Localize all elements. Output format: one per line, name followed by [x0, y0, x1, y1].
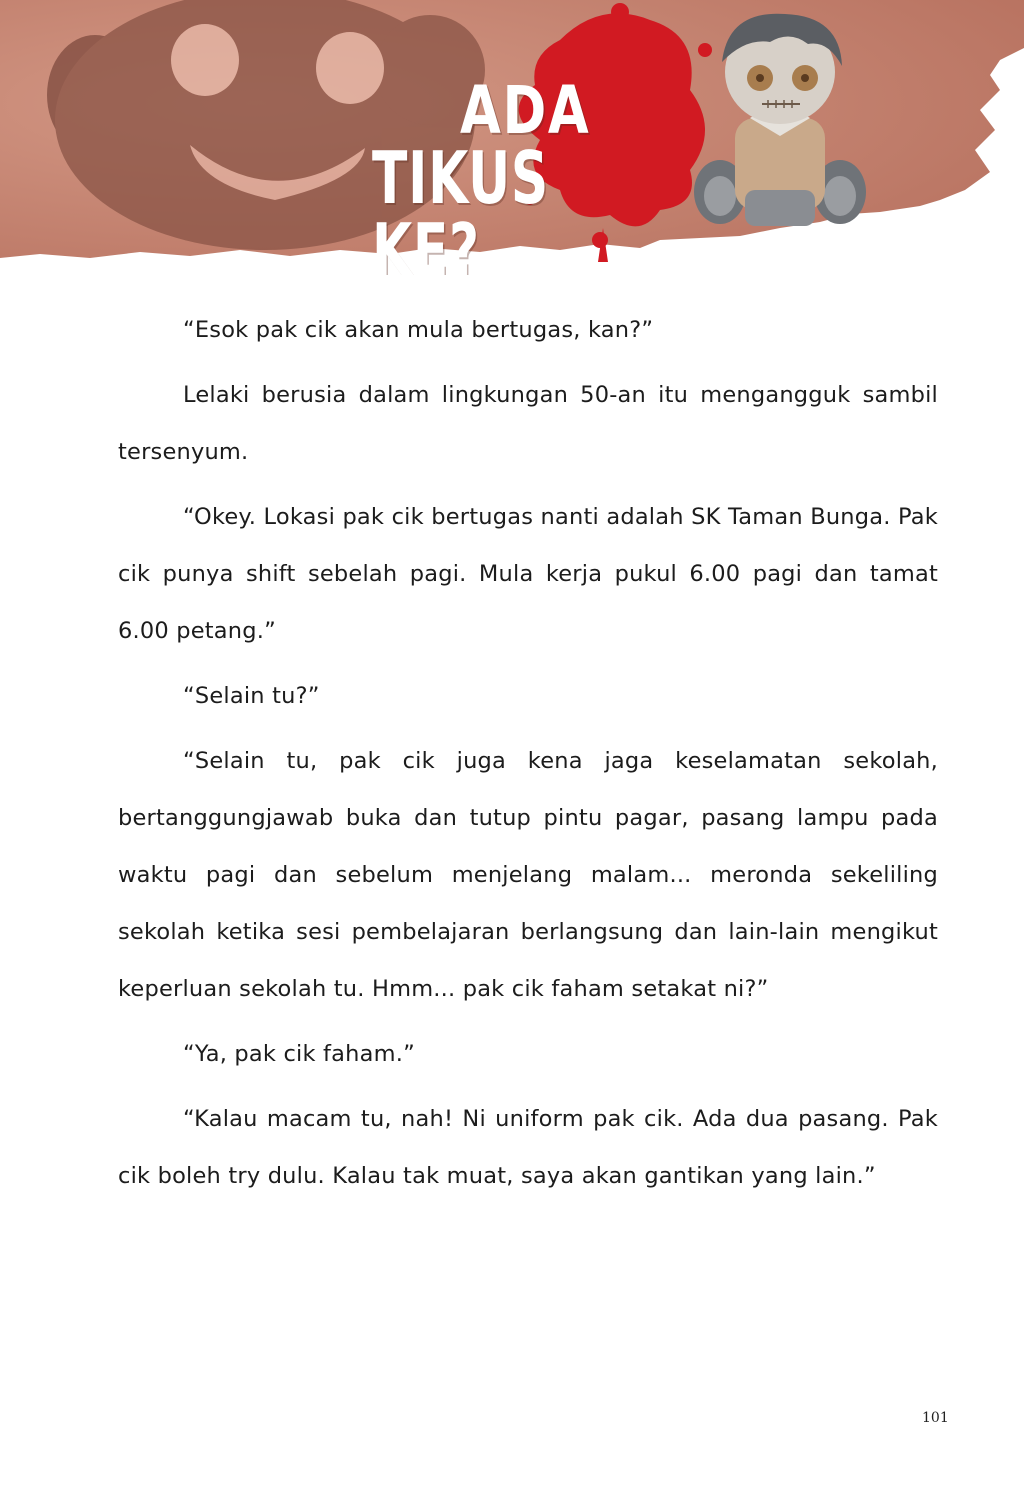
paragraph: “Ya, pak cik faham.”	[183, 1041, 415, 1067]
paragraph: “Okey. Lokasi pak cik bertugas nanti adalah SK Taman Bunga. Pak cik punya shift sebelah pagi. Mula kerja pukul 6.00 pagi dan tamat 6.00 petang.”	[118, 504, 938, 644]
chapter-title-line2: TIKUS KE?	[372, 136, 549, 275]
paragraph: Lelaki berusia dalam lingkungan 50-an itu mengangguk sambil tersenyum.	[118, 382, 938, 465]
paragraph: “Selain tu, pak cik juga kena jaga keselamatan sekolah, bertanggungjawab buka dan tutup pintu pagar, pasang lampu pada waktu pagi dan sebelum menjelang malam... meronda sekeliling sekolah ketika sesi pembelajaran berlangsung dan lain-lain mengikut keperluan sekolah tu. Hmm... pak cik faham setakat ni?”	[118, 748, 938, 1002]
paragraph: “Kalau macam tu, nah! Ni uniform pak cik. Ada dua pasang. Pak cik boleh try dulu. Kalau tak muat, saya akan gantikan yang lain.”	[118, 1106, 938, 1189]
story-body	[118, 302, 938, 1213]
page-number: 101	[922, 1410, 949, 1426]
chapter-title	[372, 72, 692, 275]
chapter-header-banner	[0, 0, 1024, 275]
paragraph: “Selain tu?”	[183, 683, 320, 709]
paragraph: “Esok pak cik akan mula bertugas, kan?”	[183, 317, 654, 343]
chapter-title-line1: ADA	[460, 72, 591, 149]
